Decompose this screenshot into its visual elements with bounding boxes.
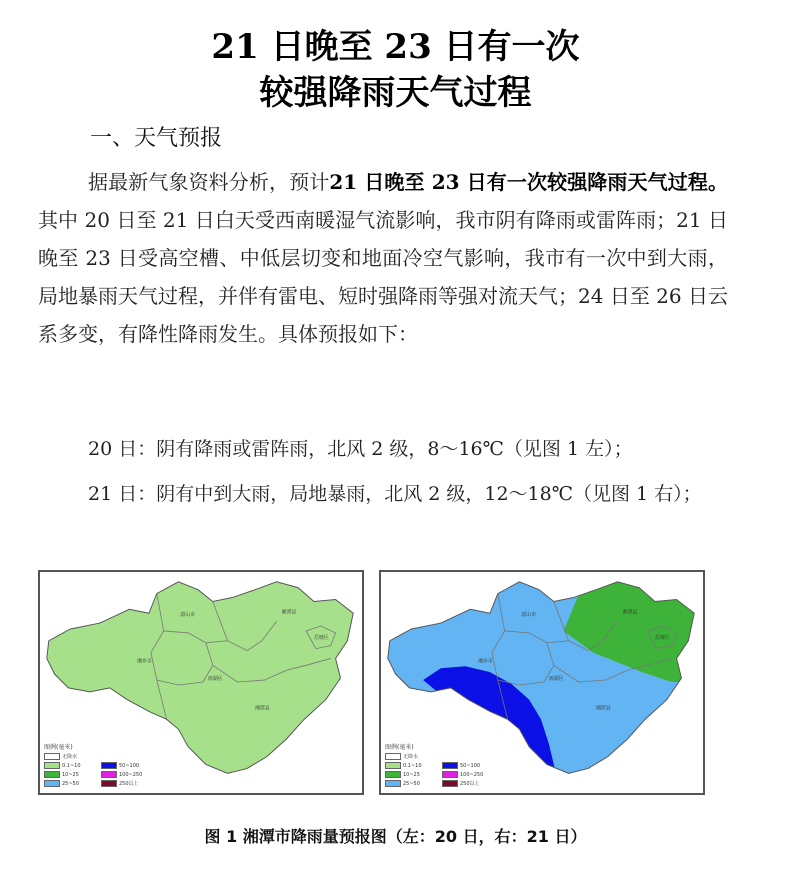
paragraph-lead-text: 据最新气象资料分析，预计 [88, 170, 330, 194]
legend-title: 图例(毫米) [385, 744, 414, 751]
legend-item [101, 762, 154, 769]
rainfall-map-left [38, 570, 364, 795]
legend-swatch [442, 762, 458, 769]
legend-item [44, 771, 97, 778]
legend-label: 50~100 [119, 762, 140, 769]
map-right-label-5: 湘潭县 [596, 705, 611, 712]
legend-item [101, 771, 154, 778]
map-right-legend [385, 742, 495, 787]
legend-swatch [385, 753, 401, 760]
legend-title: 图例(毫米) [44, 744, 73, 751]
map-left-label-4: 岳塘区 [313, 634, 329, 641]
legend-swatch [44, 771, 60, 778]
map-left-label-1: 韶山市 [180, 612, 196, 619]
figure-caption: 图 1 湘潭市降雨量预报图（左：20 日，右：21 日） [204, 827, 587, 846]
legend-swatch [101, 771, 117, 778]
legend-label: 25~50 [62, 780, 79, 787]
legend-label: 0.1~10 [62, 762, 81, 769]
paragraph-rest-text: 其中 20 日至 21 日白天受西南暖湿气流影响，我市阴有降雨或雷阵雨；21 日晚至 23 日受高空槽、中低层切变和地面冷空气影响，我市有一次中到大雨，局地暴雨天气过程，并伴有雷电、短时强降雨等强对流天气；24 日至 26 日云系多变，有降性降雨发生。具体预报如下： [38, 208, 728, 346]
legend-label: 10~25 [403, 771, 420, 778]
legend-swatch [44, 780, 60, 787]
map-left-label-3: 雨湖区 [207, 676, 223, 683]
map-left-label-5: 湘潭县 [255, 705, 270, 712]
map-right-label-2: 湘潭县 [622, 609, 638, 616]
legend-item [101, 780, 154, 787]
legend-swatch [101, 780, 117, 787]
legend-item [44, 753, 97, 760]
legend-item [442, 780, 495, 787]
document-title-line-2: 较强降雨天气过程 [259, 73, 532, 113]
legend-swatch [442, 780, 458, 787]
legend-label: 0.1~10 [403, 762, 422, 769]
legend-item [385, 780, 438, 787]
paragraph-bold-text: 21 日晚至 23 日有一次较强降雨天气过程。 [329, 170, 728, 194]
legend-label: 250以上 [460, 781, 480, 787]
legend-item [44, 780, 97, 787]
rainfall-map-right [379, 570, 705, 795]
legend-item [442, 771, 495, 778]
legend-item [385, 762, 438, 769]
legend-swatch [385, 771, 401, 778]
legend-item [44, 762, 97, 769]
legend-label: 50~100 [460, 762, 481, 769]
map-right-label-4: 岳塘区 [654, 634, 670, 641]
legend-label: 无降水 [62, 754, 78, 760]
legend-swatch [44, 762, 60, 769]
map-right-label-3: 雨湖区 [548, 676, 564, 683]
legend-label: 10~25 [62, 771, 79, 778]
map-right-label-1: 韶山市 [521, 612, 537, 619]
legend-swatch [101, 762, 117, 769]
legend-label: 100~250 [119, 771, 143, 778]
forecast-day-21: 21 日：阴有中到大雨，局地暴雨，北风 2 级，12～18℃（见图 1 右）； [88, 483, 702, 505]
legend-item [385, 753, 438, 760]
map-left-label-0: 湘乡市 [137, 658, 152, 665]
map-right-label-0: 湘乡市 [478, 658, 493, 665]
map-left-label-2: 湘潭县 [281, 609, 297, 616]
legend-swatch [385, 780, 401, 787]
legend-swatch [44, 753, 60, 760]
legend-item [385, 771, 438, 778]
legend-swatch [442, 771, 458, 778]
legend-label: 无降水 [403, 754, 419, 760]
legend-swatch [385, 762, 401, 769]
forecast-summary-paragraph [38, 163, 728, 353]
legend-label: 25~50 [403, 780, 420, 787]
document-title-line-1: 21 日晚至 23 日有一次 [211, 27, 580, 67]
forecast-day-20: 20 日：阴有降雨或雷阵雨，北风 2 级，8～16℃（见图 1 左）； [88, 438, 633, 460]
legend-item [442, 762, 495, 769]
legend-label: 250以上 [119, 781, 139, 787]
section-heading: 一、天气预报 [90, 126, 223, 151]
map-left-legend [44, 742, 154, 787]
legend-label: 100~250 [460, 771, 484, 778]
